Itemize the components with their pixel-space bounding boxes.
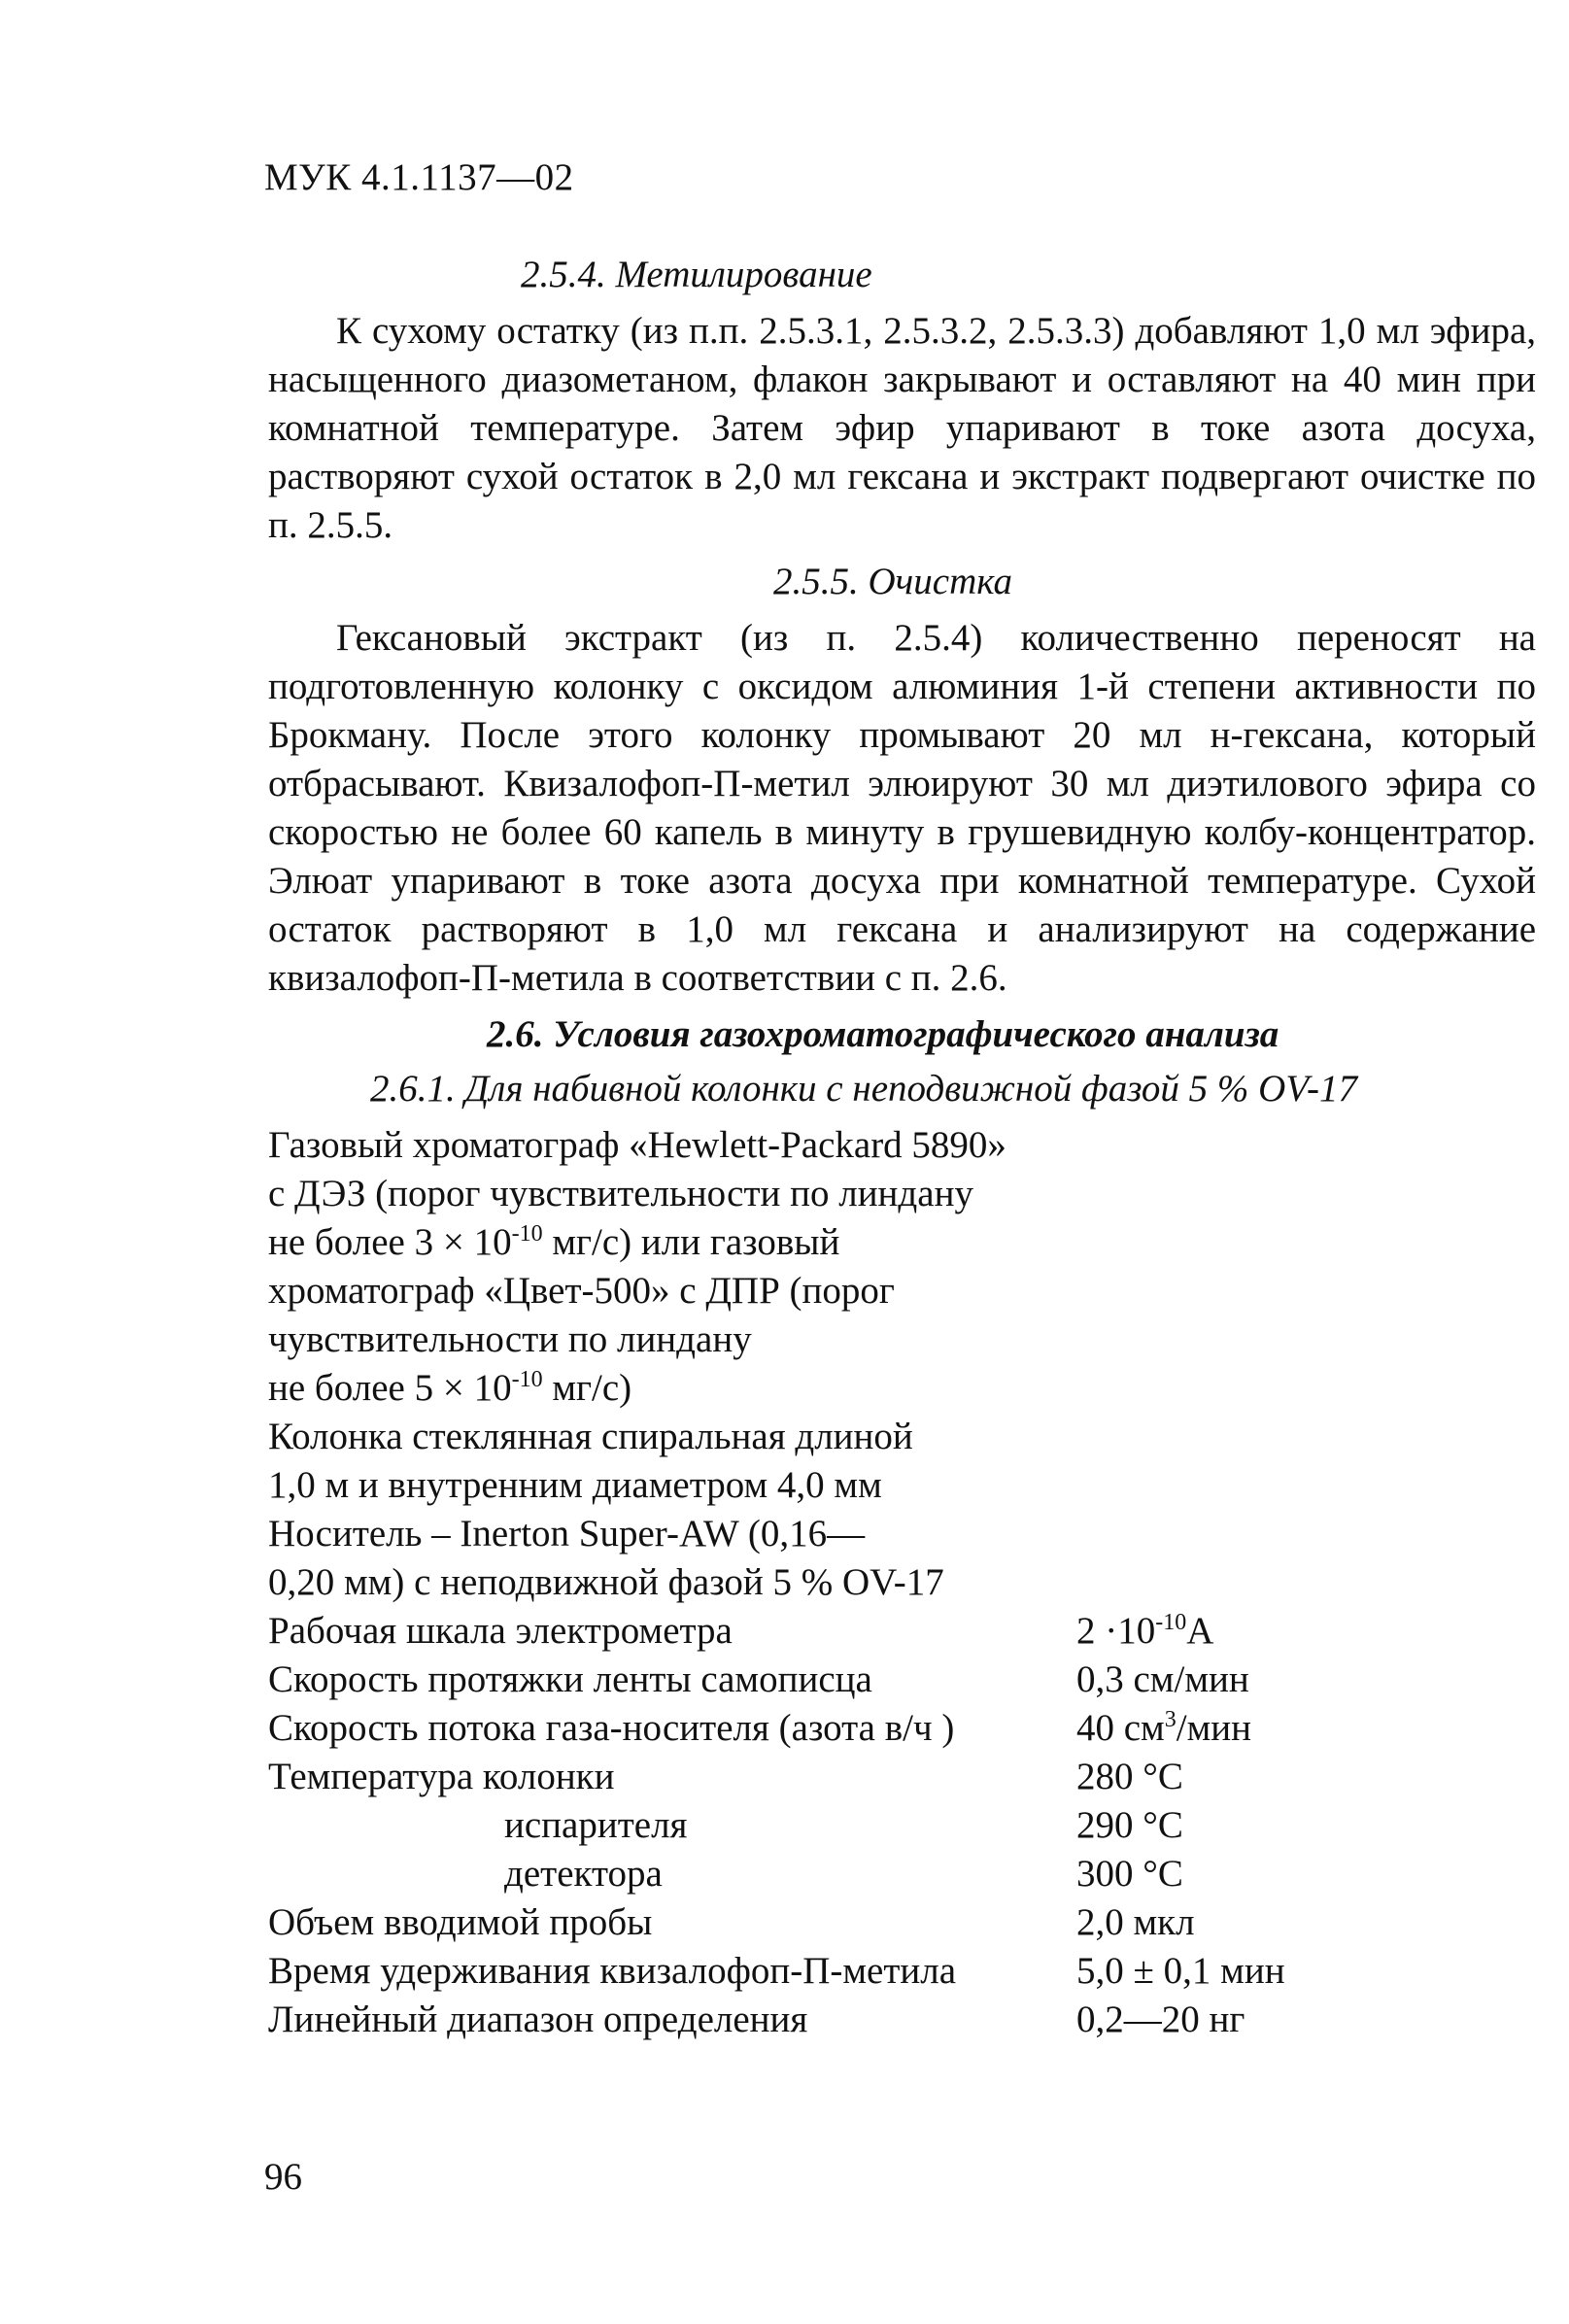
equipment-line: с ДЭЗ (порог чувствительности по линдану — [268, 1173, 973, 1214]
table-row — [268, 1656, 1285, 1704]
param-label: Скорость протяжки ленты самописца — [268, 1658, 872, 1700]
param-label: Рабочая шкала электрометра — [268, 1610, 733, 1652]
equipment-line: Колонка стеклянная спиральная длиной — [268, 1416, 913, 1457]
exponent: -10 — [1155, 1610, 1187, 1635]
equipment-text: не более 5 × 10 — [268, 1367, 512, 1409]
table-row — [268, 1947, 1285, 1996]
equipment-line: Носитель – Inerton Super-AW (0,16— — [268, 1513, 866, 1555]
equipment-line: хроматограф «Цвет-500» с ДПР (порог — [268, 1270, 895, 1312]
equipment-line: 1,0 м и внутренним диаметром 4,0 мм — [268, 1464, 882, 1506]
equipment-line — [268, 1364, 1536, 1413]
page-content — [268, 251, 1536, 2044]
param-value: 40 $см^3$/мин — [1076, 1707, 1252, 1749]
param-value: 280 °С — [1076, 1756, 1183, 1797]
exponent: -10 — [511, 1367, 543, 1392]
param-label: Температура колонки — [268, 1756, 615, 1797]
equipment-line — [268, 1218, 1536, 1267]
exponent: -10 — [511, 1221, 543, 1247]
equipment-text: мг/с) или газовый — [542, 1221, 840, 1263]
param-label: Скорость потока газа-носителя (азота в/ч ) — [268, 1707, 955, 1749]
equipment-line: Газовый хроматограф «Hewlett-Packard 5890» — [268, 1124, 1006, 1166]
section-2-6-title: 2.6. Условия газохроматографического анализа — [487, 1013, 1279, 1055]
table-row — [268, 1850, 1285, 1898]
equipment-description — [268, 1121, 1536, 1607]
equipment-line: 0,20 мм) с неподвижной фазой 5 % OV-17 — [268, 1561, 944, 1603]
table-row — [268, 1753, 1285, 1801]
param-value: 0,3 см/мин — [1076, 1658, 1249, 1700]
equipment-text: не более 3 × 10 — [268, 1221, 512, 1263]
param-value: 0,2—20 нг — [1076, 1999, 1245, 2040]
page-number: 96 — [264, 2156, 302, 2198]
table-row — [268, 1801, 1285, 1850]
equipment-line: чувствительности по линдану — [268, 1318, 752, 1360]
param-label: испарителя — [504, 1804, 688, 1846]
param-label: детектора — [504, 1853, 663, 1895]
param-value: 5,0 ± 0,1 мин — [1076, 1950, 1285, 1992]
param-value: 290 °С — [1076, 1804, 1183, 1846]
param-label: Линейный диапазон определения — [268, 1999, 808, 2040]
section-2-5-4-text: К сухому остатку (из п.п. 2.5.3.1, 2.5.3.2, 2.5.3.3) добавляют 1,0 мл эфира, насыщенного диазометаном, флакон закрывают и оставляют на 40 мин при комнатной температуре. Затем эфир упаривают в токе азота досуха, растворяют сухой остаток в 2,0 мл гексана и экстракт подвергают очистке по п. 2.5.5. — [268, 310, 1536, 546]
section-2-5-5-text: Гексановый экстракт (из п. 2.5.4) количественно переносят на подготовленную колонку с оксидом алюминия 1-й степени активности по Брокману. После этого колонку промывают 20 мл н-гексана, который отбрасывают. Квизалофоп-П-метил элюируют 30 мл диэтилового эфира со скоростью не более 60 капель в минуту в грушевидную колбу-концентратор. Элюат упаривают в токе азота досуха при комнатной температуре. Сухой остаток растворяют в 1,0 мл гексана и анализируют на содержание квизалофоп-П-метила в соответствии с п. 2.6. — [268, 617, 1536, 999]
param-value: 2,0 мкл — [1076, 1901, 1195, 1943]
table-row — [268, 1704, 1285, 1753]
section-2-5-4-title: 2.5.4. Метилирование — [521, 254, 872, 295]
exponent: 3 — [1164, 1707, 1177, 1732]
param-value: 300 °С — [1076, 1853, 1183, 1895]
parameters-table — [268, 1607, 1285, 2044]
param-label: Объем вводимой пробы — [268, 1901, 653, 1943]
param-label: Время удерживания квизалофоп-П-метила — [268, 1950, 957, 1992]
param-value: $2 \cdot 10^{-10}А$ — [1076, 1610, 1214, 1652]
table-row — [268, 1996, 1285, 2044]
table-row — [268, 1898, 1285, 1947]
section-2-6-1-title: 2.6.1. Для набивной колонки с неподвижной фазой 5 % OV-17 — [370, 1068, 1357, 1110]
section-2-5-5-title: 2.5.5. Очистка — [773, 561, 1013, 602]
table-row — [268, 1607, 1285, 1656]
equipment-text: мг/с) — [542, 1367, 632, 1409]
document-code: МУК 4.1.1137—02 — [264, 156, 574, 198]
